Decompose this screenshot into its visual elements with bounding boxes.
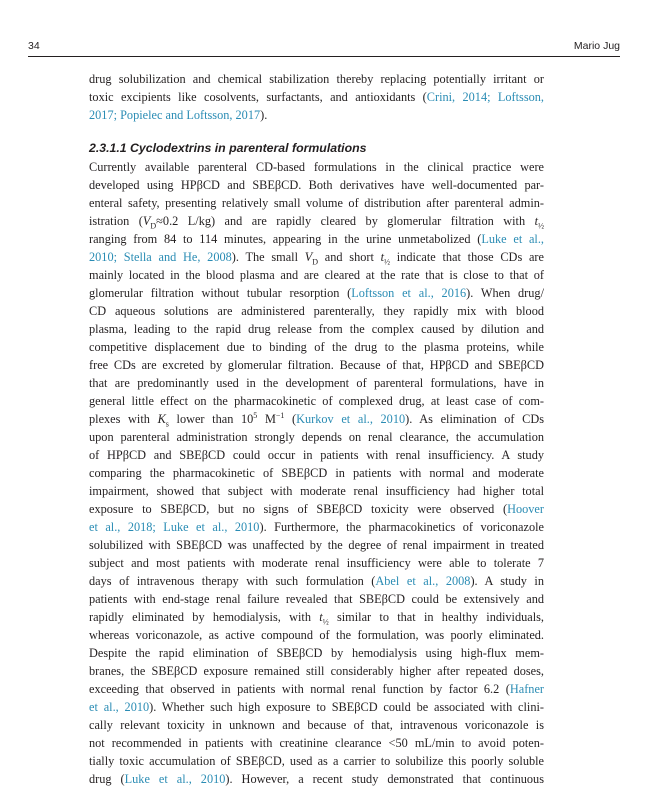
text-line: et al., 2018; Luke et al., 2010). Furthermore, the pharmacokinetics of voriconazole <box>89 520 544 534</box>
text-line: developed using HPβCD and SBEβCD. Both derivatives have well-documented par- <box>89 178 544 192</box>
text-line: toxic excipients like cosolvents, surfactants, and antioxidants (Crini, 2014; Loftsson, <box>89 90 545 104</box>
text-line: exceeding that observed in patients with normal renal function by factor 6.2 (Hafner <box>89 682 544 696</box>
running-header <box>28 40 620 52</box>
text-line: impairment, showed that subject with moderate renal insufficiency had higher total <box>89 484 544 498</box>
citation-link[interactable]: Loftsson et al., 2016 <box>351 286 467 300</box>
text-line: solubilized with SBEβCD was unaffected by the degree of renal impairment in treated <box>89 538 544 552</box>
text-line: subject and most patients with moderate renal insufficiency were able to tolerate 7 <box>89 556 544 570</box>
text-line: Despite the rapid elimination of SBEβCD by hemodialysis using high-flux mem- <box>89 646 544 660</box>
text-line: of HPβCD and SBEβCD could occur in patients with renal insufficiency. A study <box>89 448 544 462</box>
text-line: patients with end-stage renal failure revealed that SBEβCD could be extensively and <box>89 592 544 606</box>
text-line: whereas voriconazole, as active compound of the formulation, was poorly eliminated. <box>89 628 544 642</box>
citation-link[interactable]: Crini, 2014; Loftsson, <box>426 90 545 104</box>
page-number: 34 <box>28 40 40 52</box>
text-line: free CDs are excreted by glomerular filtration. Because of that, HPβCD and SBEβCD <box>89 358 544 372</box>
text-line: exposure to SBEβCD, but no signs of SBEβCD toxicity were observed (Hoover <box>89 502 544 516</box>
section-heading: 2.3.1.1 Cyclodextrins in parenteral formulations <box>89 141 367 155</box>
text-line: drug solubilization and chemical stabilization thereby replacing potentially irritant or <box>89 72 544 86</box>
text-line: istration ($V_D\approx 0.2$ L/kg) and are rapidly cleared by glomerular filtration with $t_{\frac{1}{2}}$ <box>89 214 544 231</box>
body-paragraph <box>89 158 544 788</box>
citation-link[interactable]: Hoover <box>507 502 544 516</box>
text-line: comparing the pharmacokinetic of SBEβCD in patients with normal and moderate <box>89 466 544 480</box>
text-line: that are predominantly used in the development of parenteral formulations, have in <box>89 376 544 390</box>
page-body <box>89 70 544 788</box>
citation-link[interactable]: Luke et al., 2010 <box>124 772 226 786</box>
text-line: tially toxic accumulation of SBEβCD, used as a carrier to solubilize this poorly soluble <box>89 754 544 768</box>
running-author: Mario Jug <box>573 40 620 52</box>
text-line: drug (Luke et al., 2010). However, a recent study demonstrated that continuous <box>89 772 544 786</box>
text-line: competitive displacement due to binding of the drug to the plasma proteins, while <box>89 340 544 354</box>
intro-paragraph <box>89 70 544 124</box>
citation-link[interactable]: Hafner <box>509 682 544 696</box>
text-line: plasma, leading to the rapid drug release from the complex caused by dilution and <box>89 322 544 336</box>
text-line: glomerular filtration without tubular resorption (Loftsson et al., 2016). When drug/ <box>89 286 544 300</box>
text-line: 2017; Popielec and Loftsson, 2017). <box>89 108 268 122</box>
citation-link[interactable]: Kurkov et al., 2010 <box>296 412 406 426</box>
text-line: ranging from 84 to 114 minutes, appearing in the urine unmetabolized (Luke et al., <box>89 232 544 246</box>
citation-link[interactable]: Abel et al., 2008 <box>375 574 471 588</box>
text-line: branes, the SBEβCD exposure remained still considerably higher after repeated doses, <box>89 664 544 678</box>
text-line: mainly located in the blood plasma and are cleared at the rate that is close to that of <box>89 268 544 282</box>
text-line: cally relevant toxicity in unknown and because of that, intravenous voriconazole is <box>89 718 544 732</box>
text-line: CD aqueous solutions are administered parenterally, they rapidly mix with blood <box>89 304 544 318</box>
text-line: Currently available parenteral CD-based formulations in the clinical practice were <box>89 160 544 174</box>
citation-link[interactable]: Luke et al., <box>481 232 544 246</box>
text-line: days of intravenous therapy with such formulation (Abel et al., 2008). A study in <box>89 574 544 588</box>
citation-link[interactable]: et al., 2018; Luke et al., 2010 <box>89 520 260 534</box>
text-line: plexes with $K_s$ lower than $10^5$ $M^{-1}$ (Kurkov et al., 2010). As elimination of CDs <box>89 410 544 429</box>
text-line: not recommended in patients with creatinine clearance <50 mL/min to avoid poten- <box>89 736 544 750</box>
text-line: enteral safety, presenting relatively small volume of distribution after parenteral admin- <box>89 196 544 210</box>
text-line: rapidly eliminated by hemodialysis, with $t_{\frac{1}{2}}$ similar to that in healthy individuals, <box>89 610 545 627</box>
header-rule <box>28 56 620 57</box>
text-line: upon parenteral administration strongly depends on renal clearance, the accumulation <box>89 430 544 444</box>
text-line: 2010; Stella and He, 2008). The small $V_D$ and short $t_{\frac{1}{2}}$ indicate that those CDs are <box>89 250 544 267</box>
citation-link[interactable]: 2017; Popielec and Loftsson, 2017 <box>89 108 261 122</box>
text-line: general little effect on the pharmacokinetic of complexed drug, at least case of com- <box>89 394 544 408</box>
text-line: et al., 2010). Whether such high exposure to SBEβCD could be associated with clini- <box>89 700 544 714</box>
citation-link[interactable]: et al., 2010 <box>89 700 150 714</box>
citation-link[interactable]: 2010; Stella and He, 2008 <box>89 250 232 264</box>
